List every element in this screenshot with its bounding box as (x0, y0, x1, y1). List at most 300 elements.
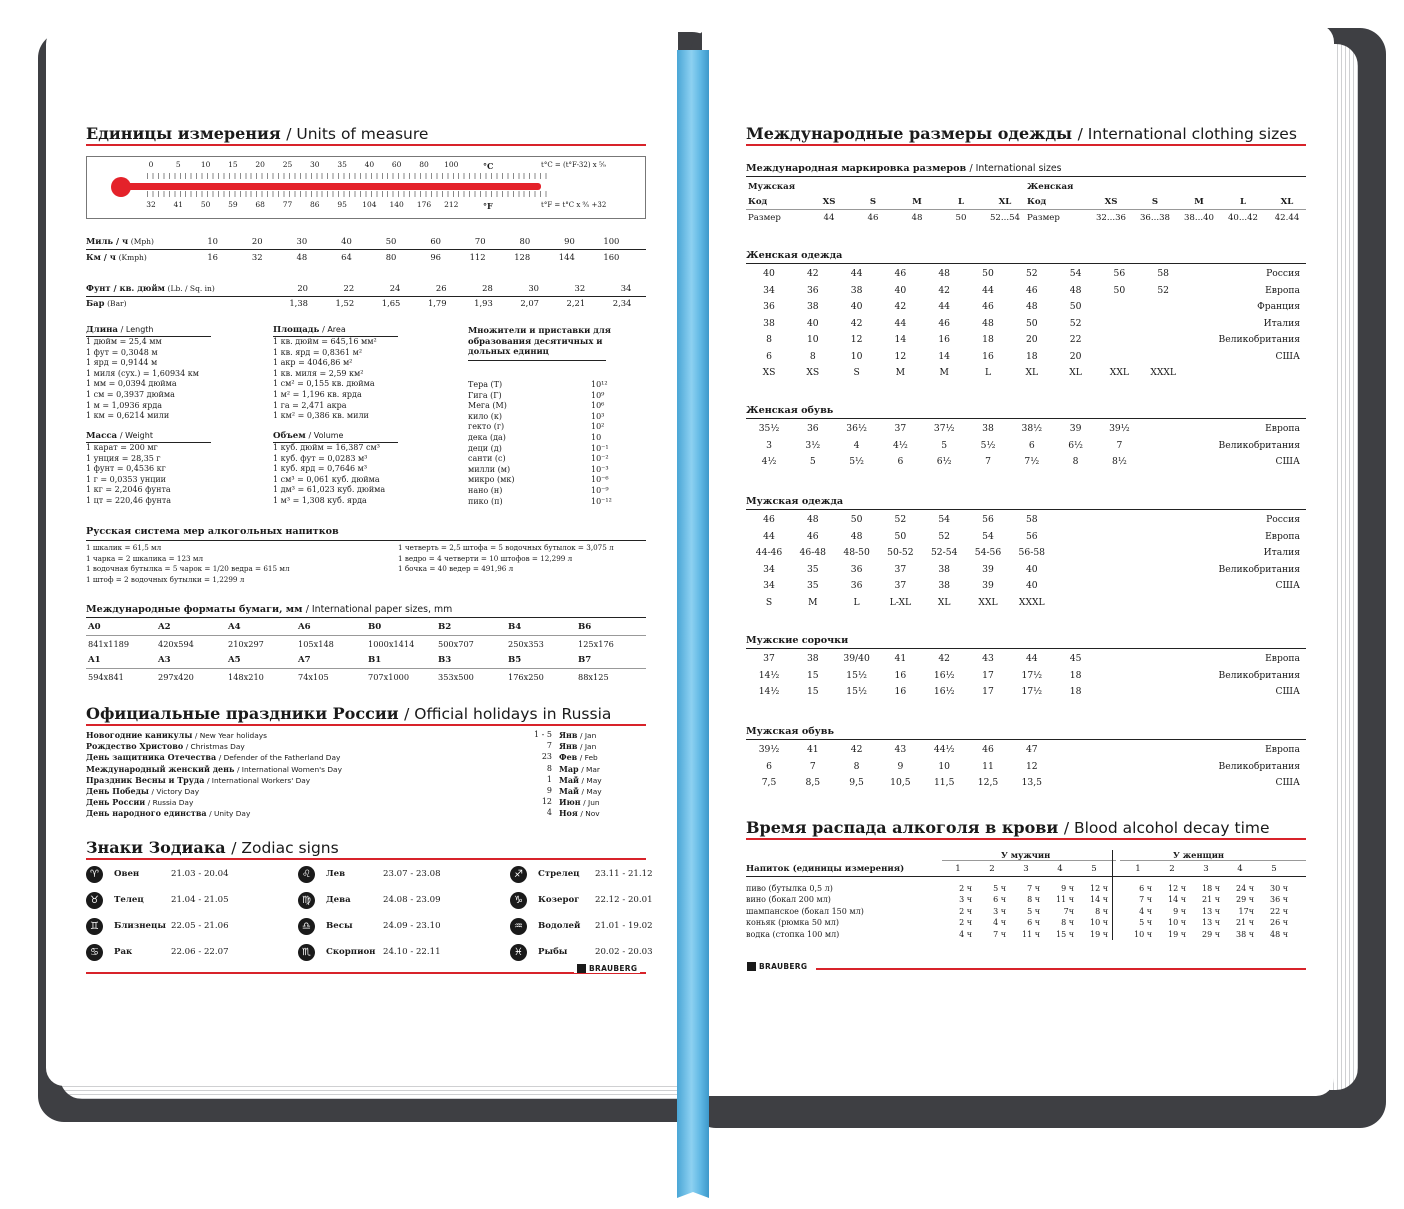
decay-women-value: 12 ч (1167, 884, 1186, 893)
length-title-ru: Длина (86, 325, 118, 335)
women-shoes-cell: 38 (982, 423, 994, 434)
men-clothing-cell: 44 (763, 530, 775, 542)
alcohol-measure: 1 водочная бутылка = 5 чарок = 1/20 ведра = 615 мл (86, 564, 290, 573)
women-shoes-cell: 37½ (933, 423, 955, 434)
women-shoes-cell: 4½ (893, 439, 908, 451)
women-clothing-cell: 44 (982, 284, 994, 296)
women-code: S (1151, 197, 1159, 207)
women-size: 38...40 (1183, 213, 1215, 223)
men-clothing-cell: 44-46 (755, 547, 783, 558)
men-clothing-cell: 50 (894, 530, 907, 542)
mph-row-label-ru: Миль / ч (86, 236, 129, 246)
zodiac-dates: 20.02 - 20.03 (595, 947, 653, 957)
men-clothing-country: Европа (1265, 530, 1300, 542)
psi-row-value: 32 (574, 283, 586, 293)
celsius-tick: 20 (255, 160, 265, 169)
men-code: XS (822, 197, 836, 207)
decay-women-value: 7 ч (1139, 895, 1152, 905)
decay-women-value: 26 ч (1269, 918, 1288, 928)
women-clothing-cell: 42 (806, 268, 819, 279)
men-clothing-cell: 48-50 (843, 547, 870, 558)
men-shirts-cell: 37 (763, 653, 775, 664)
men-shirts-cell: 18 (1069, 669, 1082, 681)
volume-item: 1 дм³ = 61,023 куб. дюйма (273, 485, 386, 495)
women-shoes-cell: 39½ (1109, 423, 1130, 434)
men-clothing-title: Мужская одежда (746, 496, 844, 507)
area-title-ru: Площадь (273, 325, 320, 335)
women-size: 36...38 (1139, 213, 1171, 223)
holiday-day: 1 (546, 774, 552, 784)
zodiac-dates: 22.05 - 21.06 (171, 921, 229, 931)
alcohol-system-underline (86, 540, 646, 541)
women-clothing-cell: 8 (766, 334, 772, 345)
zodiac-dates: 21.03 - 20.04 (171, 869, 229, 879)
celsius-tick: 0 (148, 160, 154, 169)
left-page (46, 26, 678, 1086)
men-shoes-cell: 9 (897, 760, 904, 772)
volume-title-en: / Volume (308, 431, 344, 440)
decay-women-value: 5 ч (1139, 918, 1152, 928)
decay-women-value: 4 ч (1139, 906, 1152, 916)
men-clothing-cell: 54-56 (974, 547, 1002, 558)
prefix-value: 10³ (591, 411, 605, 421)
psi-row-value: 28 (482, 283, 493, 293)
area-item: 1 м² = 1,196 кв. ярда (273, 390, 362, 399)
bar-row-label-ru: Бар (86, 298, 105, 308)
women-clothing-country: Италия (1263, 317, 1300, 329)
men-clothing-cell: XXL (978, 596, 998, 608)
mph-row-value: 70 (474, 236, 486, 246)
length-item: 1 см = 0,3937 дюйма (86, 390, 175, 399)
length-item: 1 км = 0,6214 мили (86, 411, 170, 421)
paper-size: 125x176 (578, 639, 614, 649)
decay-men-value: 4 ч (959, 929, 972, 939)
women-clothing-country: США (1275, 350, 1300, 362)
women-clothing-cell: 50 (1025, 317, 1038, 329)
women-clothing-cell: XS (762, 367, 776, 378)
decay-men-value: 7ч (1063, 906, 1074, 916)
women-shoes-cell: 5½ (980, 439, 996, 451)
women-clothing-cell: 46 (982, 301, 994, 312)
decay-men-value: 4 ч (993, 918, 1006, 928)
women-clothing-country: Россия (1266, 268, 1300, 279)
men-shoes-cell: 8,5 (805, 777, 821, 788)
paper-size: 594x841 (88, 672, 124, 682)
women-clothing-cell: XS (806, 367, 820, 378)
volume-item: 1 м³ = 1,308 куб. ярда (273, 496, 367, 505)
intl-divider (746, 209, 1306, 210)
men-shoes-cell: 9,5 (849, 777, 864, 788)
paper-format: B3 (438, 655, 452, 665)
units-title-underline (86, 144, 646, 146)
brand-logo-right (744, 962, 810, 971)
men-shirts-cell: 43 (982, 653, 994, 664)
men-clothing-cell: 36 (850, 580, 863, 591)
prefix-value: 10⁻⁶ (591, 475, 609, 485)
holiday-month (559, 752, 598, 762)
fahrenheit-tick: 212 (444, 200, 459, 209)
men-shoes-cell: 11,5 (933, 777, 955, 788)
brand-logo (574, 964, 640, 973)
women-shoes-cell: 38½ (1021, 423, 1043, 434)
decay-col-men: 3 (1023, 864, 1029, 874)
volume-title-ru: Объем (273, 431, 306, 441)
men-clothing-country: США (1275, 580, 1300, 591)
area-item: 1 кв. дюйм = 645,16 мм² (273, 337, 377, 346)
holiday-month-en: / May (581, 775, 602, 785)
decay-men-value: 2 ч (959, 884, 972, 893)
men-clothing-cell: 48 (806, 514, 819, 525)
paper-size: 176x250 (508, 672, 544, 682)
women-shoes-country: США (1275, 456, 1300, 467)
mph-row-value: 40 (341, 236, 352, 246)
men-clothing-cell: 46 (806, 530, 819, 542)
decay-women-value: 14 ч (1167, 895, 1186, 905)
mph-row-value: 30 (296, 236, 308, 246)
holidays-title (86, 704, 611, 723)
decay-men-label: У мужчин (1001, 850, 1051, 860)
men-code: M (912, 197, 922, 207)
men-shirts-cell: 15½ (846, 669, 867, 681)
prefix-name: санти (с) (468, 454, 506, 464)
mass-title-en: / Weight (119, 431, 153, 440)
women-shoes-cell: 5 (941, 439, 948, 451)
men-clothing-cell: S (765, 596, 773, 608)
mph-row-value: 50 (385, 236, 397, 246)
women-clothing-cell: 48 (982, 317, 994, 329)
kmph-row-value: 48 (296, 252, 308, 262)
women-clothing-cell: 38 (850, 284, 863, 296)
celsius-tick: 25 (282, 160, 293, 169)
men-shirts-cell: 17 (982, 669, 994, 681)
holiday-month-ru: Ноя (559, 808, 578, 819)
women-clothing-country: Франция (1257, 301, 1300, 312)
area-item: 1 кв. миля = 2,59 км² (273, 368, 364, 378)
fahrenheit-tick: 68 (255, 200, 265, 209)
zodiac-name: Весы (326, 921, 353, 931)
men-shirts-cell: 16 (894, 669, 907, 681)
women-clothing-cell: 38 (763, 317, 775, 329)
decay-men-value: 14 ч (1089, 895, 1108, 905)
holiday-day: 23 (541, 752, 552, 762)
holiday-ru: Рождество Христово (86, 741, 184, 752)
decay-men-value: 9 ч (1061, 884, 1074, 893)
holiday-day: 7 (546, 741, 552, 751)
celsius-tick: 60 (391, 160, 402, 169)
women-clothing-country: Европа (1265, 284, 1300, 296)
women-clothing-cell: 40 (806, 317, 819, 329)
men-clothing-cell: 34 (763, 580, 775, 591)
zodiac-icon: ♐ (510, 866, 527, 883)
decay-men-value: 2 ч (959, 906, 972, 916)
volume-title (273, 431, 343, 441)
men-clothing-cell: 46 (763, 514, 775, 525)
women-code: M (1194, 197, 1204, 207)
celsius-tick: 10 (200, 160, 211, 169)
zodiac-name: Овен (114, 869, 140, 879)
men-shirts-cell: 39/40 (843, 653, 870, 664)
psi-row-value: 30 (528, 283, 539, 293)
holiday-ru: Новогодние каникулы (86, 730, 193, 740)
paper-size: 74x105 (298, 672, 329, 682)
men-shirts-cell: 15 (806, 669, 819, 681)
alcohol-measure: 1 бочка = 40 ведер = 491,96 л (398, 564, 514, 573)
mass-title-ru: Масса (86, 431, 118, 441)
holiday-ru: День Победы (86, 786, 149, 796)
prefix-value: 10 (591, 433, 602, 442)
decay-men-value: 8 ч (1027, 895, 1040, 905)
women-clothing-cell: 40 (850, 301, 863, 312)
fahrenheit-tick: 176 (416, 200, 432, 209)
paper-format: A1 (88, 655, 101, 665)
women-clothing-cell: 20 (1069, 350, 1082, 362)
women-clothing-cell: 6 (766, 350, 772, 362)
holiday-month-ru: Мар (559, 763, 579, 774)
zodiac-name: Скорпион (326, 947, 376, 957)
paper-size: 420x594 (158, 639, 194, 649)
bar-row-value: 2,34 (612, 298, 632, 308)
prefix-value: 10⁻¹ (591, 443, 609, 453)
holiday-month-en: / Nov (580, 809, 600, 819)
women-shoes-title: Женская обувь (746, 405, 834, 416)
mph-row-label-en: (Mph) (130, 237, 154, 246)
prefix-value: 10⁻⁹ (591, 486, 609, 495)
decay-header-line (746, 876, 1306, 877)
zodiac-name: Лев (326, 869, 346, 879)
women-clothing-cell: 46 (938, 317, 951, 329)
mass-item: 1 г = 0,0353 унции (86, 474, 166, 484)
paper-format: B6 (578, 622, 592, 632)
prefix-name: Тера (Т) (468, 380, 503, 389)
men-shoes-cell: 42 (850, 744, 863, 755)
men-clothing-cell: XL (937, 596, 951, 608)
zodiac-name: Козерог (538, 895, 580, 905)
decay-women-value: 29 ч (1235, 895, 1254, 905)
women-shoes-cell: 6½ (1068, 439, 1083, 451)
women-shoes-cell: 7 (1116, 439, 1123, 451)
women-shoes-underline (746, 418, 1306, 419)
psi-row-label-en: (Lb. / Sq. in) (167, 284, 215, 293)
holiday-month-ru: Фев (559, 752, 578, 763)
decay-women-value: 24 ч (1235, 884, 1254, 893)
men-code: S (869, 197, 877, 207)
decay-women-value: 10 ч (1167, 918, 1186, 928)
men-clothing-cell: L-XL (889, 596, 912, 608)
women-shoes-cell: 4½ (761, 456, 777, 467)
men-shirts-cell: 15½ (846, 686, 867, 697)
paper-format: B5 (508, 655, 522, 665)
decay-col-men: 4 (1057, 864, 1063, 874)
women-clothing-cell: 48 (1069, 284, 1082, 296)
mph-row-value: 90 (564, 236, 575, 246)
men-shoes-country: Европа (1265, 744, 1300, 755)
prefix-value: 10⁻³ (591, 464, 609, 474)
paper-size: 88x125 (578, 672, 609, 682)
holiday-month (559, 764, 600, 774)
zodiac-name: Рак (114, 947, 133, 957)
paper-format: B4 (508, 622, 522, 632)
women-clothing-cell: 10 (850, 350, 863, 362)
celsius-tick: 80 (419, 160, 429, 169)
holiday-month-ru: Янв (559, 730, 578, 740)
men-shoes-cell: 6 (766, 760, 772, 772)
women-shoes-cell: 3½ (805, 439, 821, 451)
decay-men-value: 8 ч (1061, 918, 1074, 928)
brand-logo-icon (577, 964, 586, 973)
holiday-en: / Russia Day (147, 798, 194, 808)
prefix-value: 10⁶ (591, 401, 605, 411)
paper-format: B1 (368, 655, 382, 665)
holiday-en: / Unity Day (209, 809, 251, 819)
women-clothing-cell: 34 (763, 284, 775, 296)
decay-col-women: 5 (1271, 864, 1277, 874)
volume-item: 1 см³ = 0,061 куб. дюйма (273, 474, 380, 484)
area-title-en: / Area (322, 325, 346, 334)
decay-women-value: 21 ч (1235, 918, 1254, 928)
area-item: 1 га = 2,471 акра (273, 400, 347, 410)
holiday-name (86, 752, 340, 762)
men-clothing-cell: XXXL (1018, 596, 1045, 608)
women-code: XL (1280, 197, 1294, 207)
decay-title-ru: Время распада алкоголя в крови (746, 818, 1059, 837)
prefix-name: дека (да) (468, 433, 506, 442)
men-clothing-cell: 39 (982, 580, 994, 591)
zodiac-title-en: / Zodiac signs (231, 839, 339, 857)
decay-men-value: 5 ч (1027, 906, 1040, 916)
zodiac-dates: 22.12 - 20.01 (595, 895, 653, 905)
paper-format: A5 (228, 655, 241, 665)
men-clothing-cell: 39 (982, 563, 994, 575)
paper-size: 210x297 (228, 639, 264, 649)
men-shoes-cell: 41 (806, 744, 819, 755)
prefix-name: гекто (г) (468, 422, 505, 432)
celsius-tick: 30 (310, 160, 320, 169)
brand-logo-icon (747, 962, 756, 971)
bar-row-value: 1,79 (427, 298, 447, 308)
decay-women-value: 22 ч (1269, 906, 1288, 916)
mass-item: 1 кг = 2,2046 фунта (86, 485, 171, 495)
paper-format: A0 (88, 622, 101, 632)
mass-item: 1 цт = 220,46 фунта (86, 496, 172, 505)
holiday-month-en: / Jan (580, 731, 597, 740)
decay-women-value: 18 ч (1201, 884, 1220, 893)
holiday-en: / International Workers' Day (206, 775, 311, 785)
men-shirts-cell: 18 (1069, 686, 1082, 697)
women-clothing-cell: 50 (1069, 301, 1082, 312)
holiday-name (86, 786, 199, 796)
length-item: 1 мм = 0,0394 дюйма (86, 379, 177, 389)
holiday-month-ru: Янв (559, 741, 578, 752)
men-size: 52...54 (989, 213, 1021, 223)
paper-size: 500x707 (438, 639, 474, 649)
women-clothing-cell: M (895, 367, 906, 378)
celsius-tick: 15 (228, 160, 238, 169)
brand-name: BRAUBERG (759, 962, 808, 971)
men-shoes-cell: 10,5 (890, 777, 911, 788)
decay-title-underline (746, 838, 1306, 840)
men-clothing-underline (746, 509, 1306, 510)
men-shoes-cell: 43 (894, 744, 907, 755)
decay-men-value: 5 ч (993, 884, 1006, 893)
women-clothing-cell: 42 (938, 284, 951, 296)
men-shoes-cell: 47 (1025, 744, 1038, 755)
holiday-ru: День защитника Отечества (86, 752, 217, 763)
women-clothing-cell: L (984, 367, 992, 378)
women-clothing-title: Женская одежда (746, 250, 843, 261)
decay-men-value: 7 ч (1027, 884, 1040, 893)
women-clothing-underline (746, 263, 1306, 264)
holiday-month-en: / Mar (581, 764, 600, 774)
paper-format: B7 (578, 655, 592, 665)
zodiac-icon: ♒ (510, 918, 527, 935)
men-size: 50 (955, 213, 967, 223)
zodiac-name: Близнецы (114, 921, 166, 931)
bookmark-ribbon[interactable] (677, 50, 709, 1198)
women-clothing-cell: 52 (1157, 284, 1170, 296)
alcohol-measure: 1 шкалик = 61,5 мл (86, 543, 162, 552)
zodiac-icon: ♑ (510, 892, 527, 909)
psi-row-label (86, 283, 215, 293)
paper-title-en: / International paper sizes, mm (305, 604, 453, 615)
decay-women-line (1120, 860, 1306, 861)
women-clothing-cell: 54 (1069, 268, 1082, 279)
paper-size: 148x210 (228, 672, 264, 682)
zodiac-icon: ♌ (298, 866, 315, 883)
intl-title (746, 163, 1062, 174)
paper-title-ru: Международные форматы бумаги, мм (86, 604, 303, 615)
paper-divider (86, 668, 646, 669)
decay-col-sep (1112, 850, 1113, 940)
women-clothing-cell: 14 (894, 334, 907, 345)
men-label: Мужская (748, 182, 796, 192)
men-shoes-country: США (1275, 777, 1300, 788)
area-item: 1 км² = 0,386 кв. мили (273, 411, 369, 421)
paper-size: 707x1000 (368, 672, 410, 682)
women-shoes-cell: 6 (897, 456, 904, 467)
prefix-value: 10⁹ (591, 390, 605, 400)
bar-row-label (86, 298, 127, 308)
men-shoes-cell: 46 (982, 744, 994, 755)
kmph-row-label (86, 252, 147, 262)
women-label: Женская (1027, 182, 1074, 192)
units-title-ru: Единицы измерения (86, 124, 281, 143)
men-code: XL (998, 197, 1012, 207)
kmph-row-label-ru: Км / ч (86, 252, 116, 262)
zodiac-name: Водолей (538, 921, 581, 931)
psi-row-value: 22 (343, 283, 355, 293)
women-clothing-cell: 48 (938, 268, 951, 279)
prefix-name: нано (н) (468, 486, 503, 495)
women-clothing-cell: XL (1069, 367, 1082, 378)
psi-row-value: 20 (297, 283, 308, 293)
men-shoes-cell: 39½ (758, 744, 780, 755)
kmph-row-value: 112 (469, 252, 486, 262)
paper-format: A4 (228, 622, 241, 632)
holiday-name (86, 764, 342, 774)
women-clothing-cell: 36 (763, 301, 775, 312)
women-clothing-cell: XXL (1109, 367, 1129, 378)
men-shirts-cell: 16 (894, 686, 907, 697)
zodiac-name: Телец (114, 895, 144, 905)
women-clothing-country: Великобритания (1218, 334, 1300, 345)
decay-title (746, 818, 1270, 837)
fahrenheit-tick: 86 (310, 200, 320, 209)
women-size: 40...42 (1227, 213, 1259, 223)
men-shirts-country: Европа (1265, 653, 1300, 664)
men-clothing-cell: 54 (982, 530, 994, 542)
women-shoes-cell: 4 (853, 439, 860, 451)
decay-men-value: 12 ч (1089, 884, 1108, 893)
